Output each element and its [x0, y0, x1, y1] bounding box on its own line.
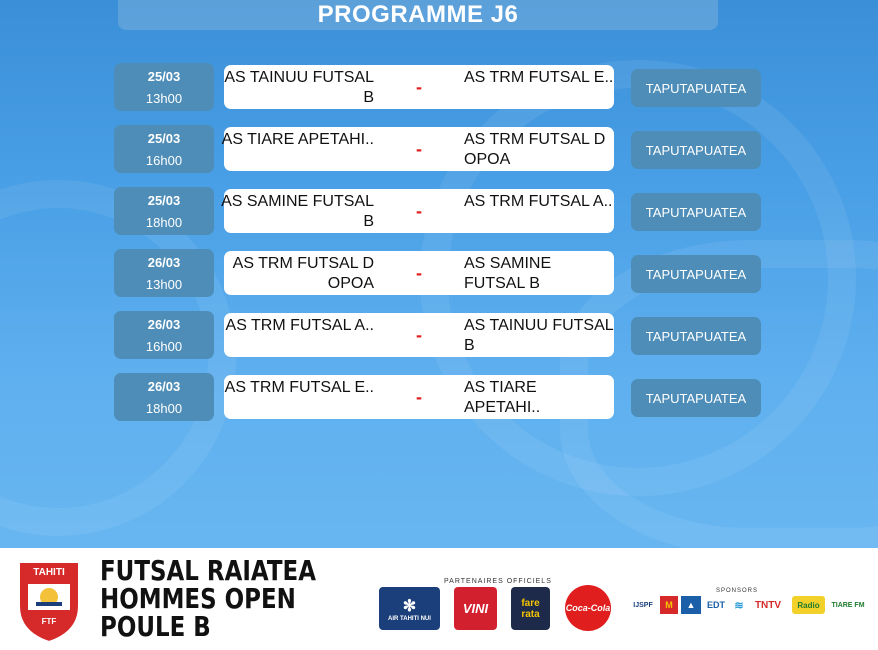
- match-card: [224, 313, 614, 357]
- date-time-box: [114, 249, 214, 297]
- partners-label: PARTENAIRES OFFICIELS: [444, 578, 552, 585]
- mcdonalds-logo: M: [660, 596, 678, 614]
- match-row: [0, 311, 878, 361]
- page-title: PROGRAMME J6: [317, 1, 519, 28]
- crest-bottom-text: FTF: [41, 617, 57, 626]
- event-title-line: FUTSAL RAIATEA: [100, 554, 317, 587]
- coca-cola-logo: Coca-Cola: [565, 585, 611, 631]
- crest-top-text: TAHITI: [33, 567, 65, 578]
- away-team: AS TRM FUTSAL D OPOA: [464, 131, 606, 168]
- match-separator: -: [416, 201, 422, 221]
- ijspf-logo: IJSPF: [633, 601, 653, 609]
- match-date: 25/03: [147, 193, 181, 208]
- venue-badge: TAPUTAPUATEA: [631, 131, 761, 169]
- match-separator: -: [416, 263, 422, 283]
- away-team: AS TAINUU FUTSAL B: [464, 317, 614, 354]
- date-time-box: [114, 63, 214, 111]
- match-time: 13h00: [145, 277, 183, 292]
- match-row: [0, 373, 878, 423]
- match-date: 25/03: [147, 69, 181, 84]
- match-time: 13h00: [145, 91, 183, 106]
- match-separator: -: [416, 139, 422, 159]
- sponsors-label: SPONSORS: [716, 588, 759, 594]
- date-time-box: [114, 373, 214, 421]
- title-banner: [118, 0, 718, 30]
- match-time: 18h00: [145, 401, 183, 416]
- match-row: [0, 249, 878, 299]
- edt-logo: EDT: [707, 600, 725, 610]
- ftf-crest-logo: [14, 558, 84, 644]
- match-date: 26/03: [147, 379, 181, 394]
- event-title-line: POULE B: [100, 610, 211, 643]
- match-card: [224, 375, 614, 419]
- away-team: AS TIARE APETAHI..: [464, 379, 541, 416]
- match-time: 16h00: [145, 153, 183, 168]
- home-team: AS SAMINE FUTSAL B: [221, 193, 374, 230]
- radio-logo: Radio: [792, 596, 825, 614]
- match-date: 26/03: [147, 255, 181, 270]
- venue-badge: TAPUTAPUATEA: [631, 69, 761, 107]
- home-team: AS TRM FUTSAL A..: [225, 317, 374, 334]
- match-date: 26/03: [147, 317, 181, 332]
- venue-badge: TAPUTAPUATEA: [631, 193, 761, 231]
- match-time: 18h00: [145, 215, 183, 230]
- fare-rata-logo: fare rata: [511, 587, 550, 630]
- venue-badge: TAPUTAPUATEA: [631, 255, 761, 293]
- tiare-fm-logo: TIARE FM: [831, 601, 865, 609]
- match-separator: -: [416, 77, 422, 97]
- away-team: AS TRM FUTSAL A..: [464, 193, 613, 210]
- footer: [0, 548, 878, 650]
- air-tahiti-nui-logo: ✻ AIR TAHITI NUI: [379, 587, 440, 630]
- match-date: 25/03: [147, 131, 181, 146]
- event-title-line: HOMMES OPEN: [100, 582, 296, 615]
- venue-badge: TAPUTAPUATEA: [631, 317, 761, 355]
- home-team: AS TRM FUTSAL E..: [224, 379, 374, 396]
- partner-name: AIR TAHITI NUI: [388, 615, 431, 622]
- date-time-box: [114, 311, 214, 359]
- match-card: [224, 251, 614, 295]
- date-time-box: [114, 187, 214, 235]
- match-separator: -: [416, 325, 422, 345]
- home-team: AS TRM FUTSAL D OPOA: [232, 255, 374, 292]
- match-row: [0, 187, 878, 237]
- match-time: 16h00: [145, 339, 183, 354]
- home-team: AS TAINUU FUTSAL B: [224, 69, 374, 106]
- match-row: [0, 63, 878, 113]
- away-team: AS SAMINE FUTSAL B: [464, 255, 552, 292]
- vini-logo: VINI: [454, 587, 497, 630]
- match-card: [221, 127, 614, 171]
- match-card: [221, 189, 614, 233]
- venue-badge: TAPUTAPUATEA: [631, 379, 761, 417]
- sponsor-badge-logo: ▲: [681, 596, 701, 614]
- event-title: [100, 554, 317, 643]
- tntv-logo: TNTV: [754, 599, 782, 611]
- home-team: AS TIARE APETAHI..: [221, 131, 374, 148]
- match-row: [0, 125, 878, 175]
- away-team: AS TRM FUTSAL E..: [464, 69, 614, 86]
- date-time-box: [114, 125, 214, 173]
- wave-icon: ≋: [734, 599, 744, 612]
- match-separator: -: [416, 387, 422, 407]
- match-card: [224, 65, 614, 109]
